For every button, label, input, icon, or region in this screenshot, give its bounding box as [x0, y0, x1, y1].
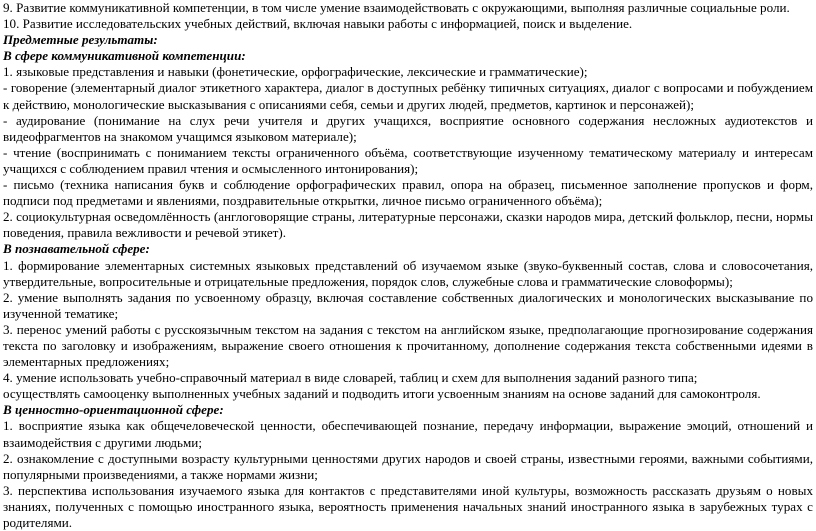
paragraph-cognitive-4: 4. умение использовать учебно-справочный материал в виде словарей, таблиц и схем для выполнения заданий разного типа;	[3, 370, 698, 386]
paragraph-item-10: 10. Развитие исследовательских учебных действий, включая навыки работы с информацией, поиск и выделение.	[3, 16, 633, 32]
paragraph-cognitive-1: 1. формирование элементарных системных языковых представлений об изучаемом языке (звуко-буквенный состав, слова и словосочетания, утвердительные, вопросительные и отрицательные предложения, порядок слов, служебные слова и грамматические словоформы);	[3, 257, 813, 289]
paragraph-listening: - аудирование (понимание на слух речи учителя и других учащихся, восприятие основного содержания несложных аудиотекстов и видеофрагментов на знакомом учащимся языковом материале);	[3, 112, 813, 144]
section-heading-subject-results: Предметные результаты:	[3, 32, 158, 48]
paragraph-speaking: - говорение (элементарный диалог этикетного характера, диалог в доступных ребёнку типичных ситуациях, диалог с вопросами и побуждением к действию, монологические высказывания с описаниями себя, семьи и других людей, предметов, картинок и персонажей);	[3, 80, 813, 112]
paragraph-value-1: 1. восприятие языка как общечеловеческой ценности, обеспечивающей познание, передачу информации, выражение эмоций, отношений и взаимодействия с другими людьми;	[3, 418, 813, 450]
paragraph-sociocultural: 2. социокультурная осведомлённость (англоговорящие страны, литературные персонажи, сказки народов мира, детский фольклор, песни, нормы поведения, правила вежливости и речевой этикет).	[3, 209, 813, 241]
paragraph-cognitive-2: 2. умение выполнять задания по усвоенному образцу, включая составление собственных диалогических и монологических высказывание по изученной тематике;	[3, 289, 813, 321]
section-heading-communicative: В сфере коммуникативной компетенции:	[3, 48, 246, 64]
paragraph-self-assessment: осуществлять самооценку выполненных учебных заданий и подводить итоги усвоенным знаниям на основе заданий для самоконтроля.	[3, 386, 761, 402]
paragraph-writing: - письмо (техника написания букв и соблюдение орфографических правил, опора на образец, письменное заполнение пропусков и форм, подписи под предметами и явлениями, поздравительные открытки, личное письмо ограниченного объёма);	[3, 177, 813, 209]
section-heading-cognitive: В познавательной сфере:	[3, 241, 150, 257]
paragraph-language-skills: 1. языковые представления и навыки (фонетические, орфографические, лексические и грамматические);	[3, 64, 588, 80]
paragraph-value-3: 3. перспектива использования изучаемого языка для контактов с представителями иной культуры, возможность рассказать друзьям о новых знаниях, полученных с помощью иностранного языка, вероятность применения начальных знаний иностранного языка в зарубежных турах с родителями.	[3, 482, 813, 530]
paragraph-item-9: 9. Развитие коммуникативной компетенции, в том числе умение взаимодействовать с окружающими, выполняя различные социальные роли.	[3, 0, 790, 15]
paragraph-reading: - чтение (воспринимать с пониманием тексты ограниченного объёма, соответствующие изученному тематическому материалу и интересам учащихся с соблюдением правил чтения и осмысленного интонирования);	[3, 144, 813, 176]
paragraph-value-2: 2. ознакомление с доступными возрасту культурными ценностями других народов и своей страны, известными героями, важными событиями, популярными произведениями, а также нормами жизни;	[3, 450, 813, 482]
paragraph-cognitive-3: 3. перенос умений работы с русскоязычным текстом на задания с текстом на английском языке, предполагающие прогнозирование содержания текста по заголовку и изображениям, выражение своего отношения к прочитанному, дополнение содержания текста собственными идеями в элементарных предложениях;	[3, 321, 813, 370]
section-heading-value-orientation: В ценностно-ориентационной сфере:	[3, 402, 224, 418]
